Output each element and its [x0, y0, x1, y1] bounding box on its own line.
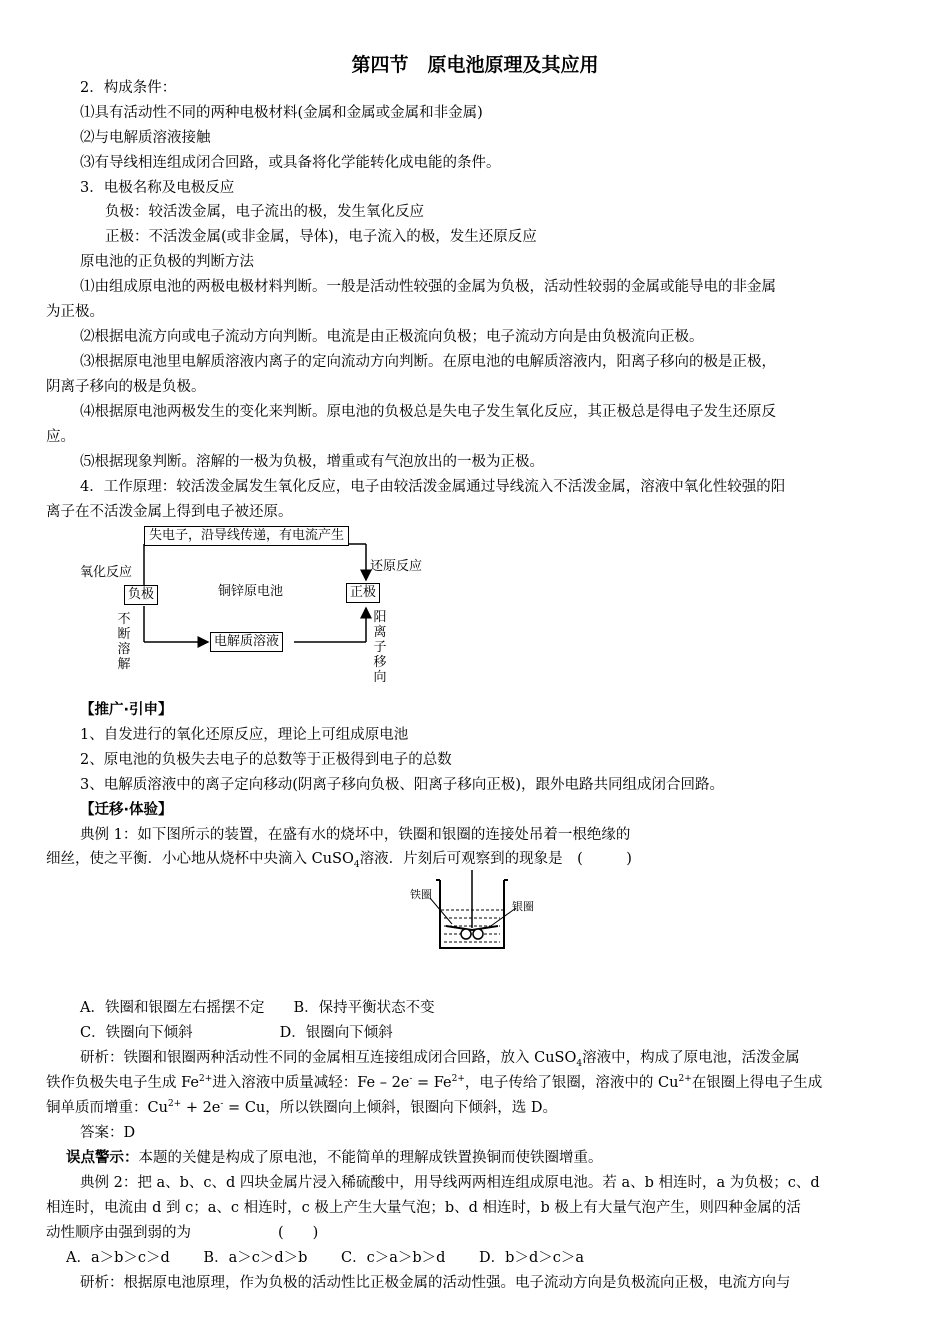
text-line: ⑸根据现象判断。溶解的一极为负极，增重或有气泡放出的一极为正极。 [80, 454, 544, 470]
text-line: ⑶根据原电池里电解质溶液内离子的定向流动方向判断。在原电池的电解质溶液内，阳离子移向的极是正极， [80, 354, 776, 370]
text-line: 研析：铁圈和银圈两种活动性不同的金属相互连接组成闭合回路，放入 CuSO$_4$溶液中，构成了原电池，活泼金属 [80, 1050, 800, 1069]
silver-ring-label: 银圈 [512, 900, 534, 913]
text-line: 3．电极名称及电极反应 [80, 180, 235, 196]
text-line: ⑴具有活动性不同的两种电极材料(金属和金属或金属和非金属) [80, 105, 483, 121]
text-line: 典例 2：把 a、b、c、d 四块金属片浸入稀硫酸中，用导线两两相连组成原电池。若 a、b 相连时，a 为负极；c、d [80, 1175, 820, 1191]
iron-ring-label: 铁圈 [410, 888, 432, 901]
cell-flow-diagram [80, 524, 440, 690]
cell-name-label: 铜锌原电池 [218, 584, 284, 599]
section-heading: 【迁移·体验】 [80, 802, 173, 818]
option-line: A．铁圈和银圈左右摇摆不定 B．保持平衡状态不变 [80, 1000, 435, 1016]
dissolve-label: 不断溶解 [117, 612, 131, 672]
oxidation-label: 氧化反应 [80, 565, 133, 580]
warning-label: 误点警示： [66, 1150, 139, 1166]
text-line: 相连时，电流由 d 到 c；a、c 相连时，c 极上产生大量气泡；b、d 相连时，b 极上有大量气泡产生，则四种金属的活 [46, 1200, 801, 1216]
negative-electrode-box: 负极 [124, 585, 158, 605]
text-line: 动性顺序由强到弱的为 ( ) [46, 1225, 319, 1241]
text-line: 3、电解质溶液中的离子定向移动(阴离子移向负极、阳离子移向正极)，跟外电路共同组成闭合回路。 [80, 777, 725, 793]
text-line: 4．工作原理：较活泼金属发生氧化反应，电子由较活泼金属通过导线流入不活泼金属，溶液中氧化性较强的阳 [80, 479, 786, 495]
page-title: 第四节 原电池原理及其应用 [351, 54, 599, 76]
text-line: 铁作负极失电子生成 $Fe^{2+}$进入溶液中质量减轻：$Fe - 2e^- = Fe^{2+}$，电子传给了银圈，溶液中的 $Cu^{2+}$在银圈上得电子生成 [46, 1074, 823, 1091]
text-line: 2、原电池的负极失去电子的总数等于正极得到电子的总数 [80, 752, 452, 768]
reduction-label: 还原反应 [370, 559, 423, 574]
section-heading: 【推广·引申】 [80, 702, 173, 718]
electrolyte-box: 电解质溶液 [210, 632, 283, 652]
text-line: 2．构成条件： [80, 80, 177, 96]
text-line: 负极：较活泼金属，电子流出的极，发生氧化反应 [105, 204, 424, 220]
text-line: ⑷根据原电池两极发生的变化来判断。原电池的负极总是失电子发生氧化反应，其正极总是得电子发生还原反 [80, 404, 776, 420]
text-line: 为正极。 [46, 304, 104, 320]
text-line: 正极：不活泼金属(或非金属，导体)，电子流入的极，发生还原反应 [105, 229, 537, 245]
text-line: 1、自发进行的氧化还原反应，理论上可组成原电池 [80, 727, 409, 743]
text-line: ⑴由组成原电池的两极电极材料判断。一般是活动性较强的金属为负极，活动性较弱的金属或能导电的非金属 [80, 279, 776, 295]
text-line: 典例 1：如下图所示的装置，在盛有水的烧坏中，铁圈和银圈的连接处吊着一根绝缘的 [80, 827, 631, 843]
text-line: 研析：根据原电池原理，作为负极的活动性比正极金属的活动性强。电子流动方向是负极流向正极，电流方向与 [80, 1275, 791, 1291]
beaker-figure [404, 868, 544, 958]
electron-flow-label: 失电子，沿导线传递，有电流产生 [144, 526, 349, 546]
text-line: 阴离子移向的极是负极。 [46, 379, 206, 395]
option-line: C．铁圈向下倾斜 D．银圈向下倾斜 [80, 1025, 393, 1041]
cation-migration-label: 阳离子移向 [373, 610, 387, 685]
text-line: ⑵根据电流方向或电子流动方向判断。电流是由正极流向负极；电子流动方向是由负极流向正极。 [80, 329, 704, 345]
text-line: 误点警示：本题的关健是构成了原电池，不能简单的理解成铁置换铜而使铁圈增重。 [66, 1150, 603, 1166]
text-line: 离子在不活泼金属上得到电子被还原。 [46, 504, 293, 520]
answer-line: 答案：D [80, 1125, 136, 1141]
text-line: 应。 [46, 429, 75, 445]
option-line: A．a＞b＞c＞d B．a＞c＞d＞b C．c＞a＞b＞d D．b＞d＞c＞a [66, 1250, 584, 1266]
text-line: 铜单质而增重：$Cu^{2+} + 2e^- = Cu$，所以铁圈向上倾斜，银圈向下倾斜，选 D。 [46, 1099, 557, 1116]
text-line: 原电池的正负极的判断方法 [80, 254, 254, 270]
positive-electrode-box: 正极 [346, 583, 380, 603]
text-line: 细丝，使之平衡．小心地从烧杯中央滴入 CuSO$_4$溶液．片刻后可观察到的现象是 ( ) [46, 851, 632, 870]
text-line: ⑶有导线相连组成闭合回路，或具备将化学能转化成电能的条件。 [80, 155, 501, 171]
text-line: ⑵与电解质溶液接触 [80, 130, 211, 146]
